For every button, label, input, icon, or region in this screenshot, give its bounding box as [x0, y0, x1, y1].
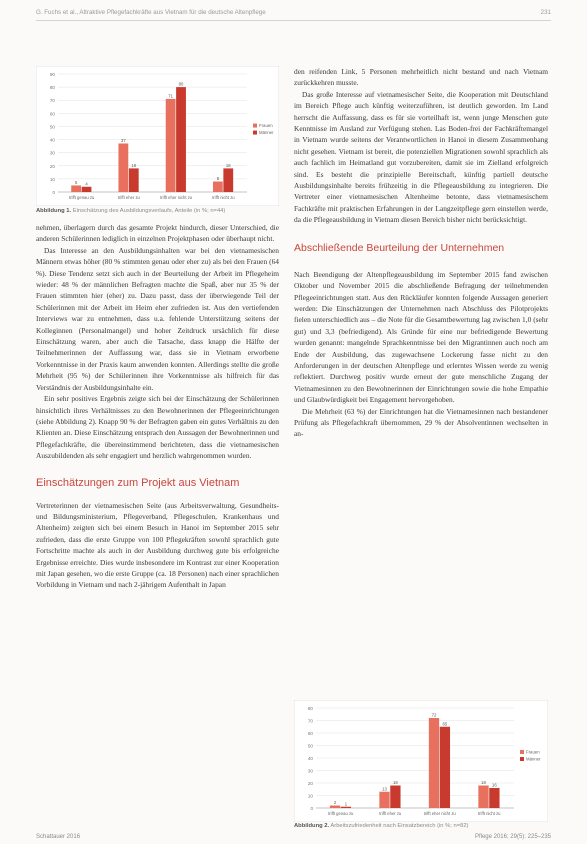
- y-tick-label: 40: [307, 756, 313, 761]
- page-number: 231: [540, 9, 551, 16]
- chart-2: [294, 700, 548, 822]
- chart-1: [36, 66, 279, 206]
- right-paragraph-4: Die Mehrheit (63 %) der Einrichtungen hat die Vietnamesinnen nach bestandener Prüfung als Pflegefachkraft übernommen, 29 % der Absolventinnen wechselten in an-: [294, 406, 548, 439]
- legend-swatch: [520, 757, 524, 761]
- left-paragraph-2: Das Interesse an den Ausbildungsinhalten war bei den vietnamesischen Männern etwas höher (80 % stimmten genau oder eher zu) als bei den Frauen (64 %). Diese Tendenz setzt sich auch in der Beurteilung der Arbeit im Pflegeheim wieder: 48 % der männlichen Befragten machte die Spaß, aber nur 35 % der Frauen stimmten hier (eher) zu. Dazu passt, dass der überwiegende Teil der Schülerinnen mit der Arbeit im Heim eher zufrieden ist. Aus den vertiefenden Interviews war zu entnehmen, dass u.a. fehlende Unterstützung seitens der Kolleginnen (Personalmangel) und hoher Zeitdruck ursächlich für diese Einschätzung waren, aber auch die Tatsache, dass knapp die Hälfte der Teilnehmerinnen der Auffassung war, dass sie in Vietnam erworbene Vorkenntnisse in der Praxis kaum anwenden konnten. Allerdings stellte die große Mehrheit (95 %) der Schülerinnen ihre Vorkenntnisse als hilfreich für das Verständnis der Ausbildungsinhalte ein.: [36, 245, 279, 392]
- bar: [429, 718, 439, 808]
- page-header: [36, 6, 551, 21]
- bar: [71, 185, 81, 192]
- bar: [341, 807, 351, 808]
- x-tick-label: trifft genau zu: [328, 811, 354, 816]
- y-tick-label: 0: [310, 806, 313, 811]
- y-tick-label: 60: [49, 111, 55, 117]
- x-tick-label: trifft eher zu: [117, 195, 140, 200]
- right-paragraph-2: Das große Interesse auf vietnamesischer Seite, die Kooperation mit Deutschland im Bereich Pflege auch künftig weiterzuführen, ist deutlich geworden. Im Land herrscht die Auffassung, dass es für sie vorteilhaft ist, wenn junge Menschen gute Kenntnisse im Ausland zur Verfügung stehen. Las Boden-frei der Fachkräftemangel in Vietnam wurde seitens der Verantwortlichen in Hanoi in diesem Zusammenhang nicht gesehen. Vietnam ist bereit, die potenziellen Migrationen sowohl sprachlich als auch fachlich im Heimatland gut vorzubereiten, damit sie im Zielland erfolgreich sind. Es besteht die prinzipielle Bereitschaft, künftig partiell deutsche Ausbildungsinhalte bereits frühzeitig in die Pflegeausbildung zu integrieren. Die Vertreter einer vietnamesischen Altenheime betonte, dass vietnamesischem Fachkräfte mit praktischen Erfahrungen in der Langzeitpflege gern einstellen werde, da die Pflegeausbildung in Vietnam diesen Bereich bisher nicht berücksichtigt.: [294, 89, 548, 225]
- right-paragraph-3: Nach Beendigung der Altenpflegeausbildung im September 2015 fand zwischen Oktober und November 2015 die abschließende Befragung der teilnehmenden Pflegeeinrichtungen statt. Aus den Rückläufer konnten folgende Aussagen generiert werden: Die Einschätzungen der Unternehmen nach Abschluss des Pilotprojekts fielen unterschiedlich aus – die Note für die Gesamtbewertung lag zwischen 1,0 (sehr gut) und 3,3 (befriedigend). Als Gründe für eine nur befriedigende Bewertung wurden genannt: mangelnde Sprachkenntnisse bei den Migrantinnen auch noch am Ende der Ausbildung, das zugewachsene Lockerung fasse nicht zu den Anforderungen in der deutschen Altenpflege und erlerntes Wissen werde zu wenig reflektiert. Durchweg positiv wurde erneut der gute menschliche Zugang der Vietnamesinnen zu den Bewohnerinnen der Einrichtungen sowie die hohe Empathie und Glaubwürdigkeit bei Engagement hervorgehoben.: [294, 269, 548, 405]
- data-label: 65: [442, 721, 448, 727]
- section-heading-companies: Abschließende Beurteilung der Unternehmen: [294, 241, 505, 254]
- right-paragraph-1: den reifenden Link, 5 Personen mehrheitlich nicht bestand und nach Vietnam zurückkehren musste.: [294, 67, 548, 88]
- x-tick-label: trifft nicht zu: [478, 811, 501, 816]
- y-tick-label: 70: [49, 98, 55, 104]
- figure-1-caption: [36, 208, 279, 214]
- y-tick-label: 10: [49, 176, 55, 182]
- legend-swatch: [253, 124, 257, 128]
- data-label: 8: [216, 176, 220, 182]
- data-label: 18: [131, 162, 137, 168]
- y-tick-label: 50: [307, 743, 313, 749]
- y-tick-label: 10: [307, 793, 313, 799]
- right-column: [294, 66, 548, 440]
- data-label: 4: [85, 181, 88, 187]
- running-header: G. Fuchs et al., Attraktive Pflegefachkräfte aus Vietnam für die deutsche Altenpflege: [36, 9, 266, 16]
- y-tick-label: 80: [307, 706, 313, 711]
- y-tick-label: 60: [307, 731, 313, 736]
- bar: [176, 87, 186, 192]
- data-label: 5: [74, 179, 78, 185]
- figure-1: [36, 66, 279, 214]
- bar: [82, 187, 92, 192]
- footer-publisher: Schattauer 2016: [36, 834, 81, 840]
- x-tick-label: trifft genau zu: [68, 195, 95, 200]
- legend-label: Frauen: [526, 749, 540, 755]
- y-tick-label: 90: [49, 72, 55, 77]
- y-tick-label: 80: [49, 85, 55, 91]
- data-label: 71: [168, 93, 173, 99]
- page-footer: [36, 834, 551, 844]
- data-label: 2: [333, 800, 337, 805]
- figure-1-caption-label: Abbildung 1.: [36, 208, 72, 214]
- x-tick-label: trifft eher nicht zu: [423, 811, 456, 816]
- left-paragraph-3: Ein sehr positives Ergebnis zeigte sich bei der Einschätzung der Schülerinnen hinsichtlich ihres Verhältnisses zu den Bewohnerinnen der Pflegeeinrichtungen (siehe Abbildung 2). Knapp 90 % der Befragten gaben ein gutes Verhältnis zu den Klienten an. Diese Einschätzung entsprach den Aussagen der Bewohnerinnen und Pflegefachkräfte, die übereinstimmend berichteten, dass die vietnamesischen Auszubildenden als sehr engagiert und herzlich wahrgenommen wurden.: [36, 394, 279, 461]
- bar: [379, 792, 389, 808]
- chart-frame: [294, 700, 548, 822]
- data-label: 18: [481, 780, 486, 785]
- data-label: 18: [225, 162, 231, 168]
- bar: [330, 806, 340, 809]
- figure-2-caption-label: Abbildung 2.: [294, 823, 330, 829]
- bar: [390, 786, 400, 809]
- bar: [166, 99, 176, 192]
- y-tick-label: 20: [49, 163, 55, 169]
- bar: [118, 143, 128, 192]
- data-label: 1: [344, 801, 348, 807]
- y-tick-label: 0: [52, 190, 55, 195]
- figure-2-caption-text: Arbeitszufriedenheit nach Einsatzbereich (in %; n=82): [330, 823, 469, 829]
- legend-label: Männer: [526, 756, 541, 762]
- data-label: 13: [382, 786, 387, 792]
- legend-swatch: [253, 131, 257, 135]
- data-label: 37: [121, 137, 126, 143]
- legend-label: Frauen: [259, 123, 273, 129]
- y-tick-label: 40: [49, 137, 55, 143]
- figure-1-caption-text: Einschätzung des Ausbildungsverlaufs, Anteile (in %; n=44): [72, 208, 226, 214]
- data-label: 80: [178, 81, 184, 87]
- bar: [440, 727, 450, 808]
- left-paragraph-1: nehmen, überlagern durch das gesamte Projekt hindurch, dieser Unterschied, die anderen Schülerinnen lediglich in einzelnen Projektphasen oder überhaupt nicht.: [36, 223, 279, 244]
- bar: [213, 182, 223, 192]
- y-tick-label: 20: [307, 781, 313, 786]
- data-label: 18: [393, 780, 398, 785]
- legend-swatch: [520, 750, 524, 754]
- section-heading-vietnam: Einschätzungen zum Projekt aus Vietnam: [36, 476, 240, 489]
- left-paragraph-4: Vertreterinnen der vietnamesischen Seite (aus Arbeitsverwaltung, Gesundheits- und Bildungsministerium, Pflegeverband, Pflegeschulen, Krankenhaus und Altenheim) zeigten sich bei einem Besuch in Hanoi im September 2015 sehr zufrieden, dass die erste Gruppe von 100 Pflegekräften sowohl sprachlich gute Fortschritte machte als auch in der Ausbildung durchweg gute bis erfolgreiche Ergebnisse erreichte. Dies wurde insbesondere im Kontrast zur einer Kooperation mit Japan gesehen, wo die erste Gruppe (ca. 18 Personen) nach einer sprachlichen Vorbildung in Vietnam und nach 2-jährigem Aufenthalt in Japan: [36, 500, 279, 590]
- data-label: 72: [431, 712, 437, 718]
- figure-2: [294, 700, 548, 829]
- legend-label: Männer: [259, 130, 274, 136]
- bar: [478, 786, 488, 809]
- y-tick-label: 70: [307, 718, 313, 724]
- x-tick-label: trifft nicht zu: [212, 195, 235, 200]
- bar: [223, 168, 233, 192]
- left-column: [36, 222, 279, 591]
- x-tick-label: trifft eher zu: [379, 811, 402, 816]
- bar: [489, 788, 499, 808]
- y-tick-label: 30: [307, 768, 313, 774]
- figure-2-caption: [294, 823, 548, 829]
- footer-citation: Pflege 2016; 29(5): 225–235: [474, 834, 551, 840]
- bar: [129, 168, 139, 192]
- x-tick-label: trifft eher nicht zu: [160, 195, 193, 200]
- y-tick-label: 50: [49, 124, 55, 130]
- data-label: 16: [492, 782, 497, 788]
- y-tick-label: 30: [49, 150, 55, 156]
